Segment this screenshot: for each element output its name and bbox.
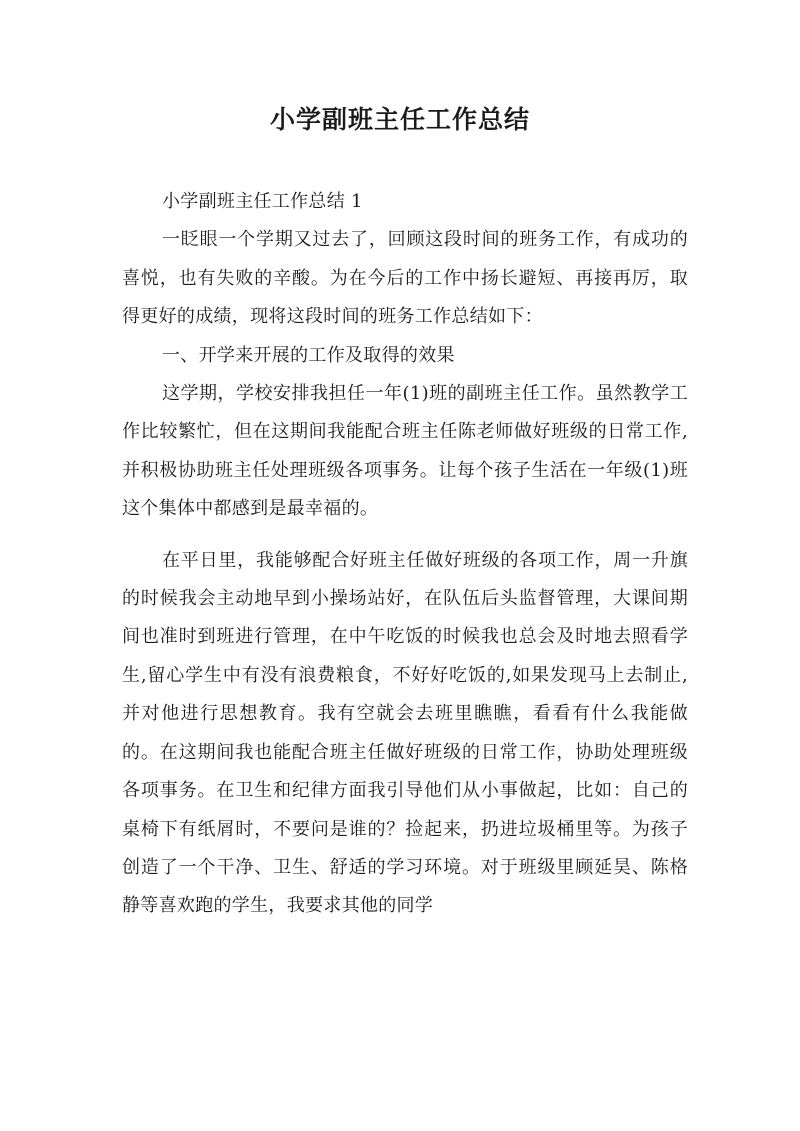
paragraph-assignment: 这学期，学校安排我担任一年(1)班的副班主任工作。虽然教学工作比较繁忙，但在这期间我能配合班主任陈老师做好班级的日常工作,并积极协助班主任处理班级各项事务。让每个孩子生活在一年级(1)班这个集体中都感到是最幸福的。 [122,383,688,520]
document-title: 小学副班主任工作总结 [269,105,530,134]
section-heading-1: 小学副班主任工作总结 1 [162,191,363,212]
paragraph-daily-work: 在平日里，我能够配合好班主任做好班级的各项工作，周一升旗的时候我会主动地早到小操场站好，在队伍后头监督管理，大课间期间也准时到班进行管理，在中午吃饭的时候我也总会及时地去照看学生,留心学生中有没有浪费粮食，不好好吃饭的,如果发现马上去制止,并对他进行思想教育。我有空就会去班里瞧瞧，看看有什么我能做的。在这期间我也能配合班主任做好班级的日常工作，协助处理班级各项事务。在卫生和纪律方面我引导他们从小事做起，比如：自己的桌椅下有纸屑时，不要问是谁的？捡起来，扔进垃圾桶里等。为孩子创造了一个干净、卫生、舒适的学习环境。对于班级里顾延昊、陈格静等喜欢跑的学生，我要求其他的同学 [122,549,688,917]
document-body [122,183,688,926]
section-heading-work: 一、开学来开展的工作及取得的效果 [162,344,455,366]
paragraph-intro: 一眨眼一个学期又过去了，回顾这段时间的班务工作，有成功的喜悦，也有失败的辛酸。为在今后的工作中扬长避短、再接再厉，取得更好的成绩，现将这段时间的班务工作总结如下： [122,229,688,328]
